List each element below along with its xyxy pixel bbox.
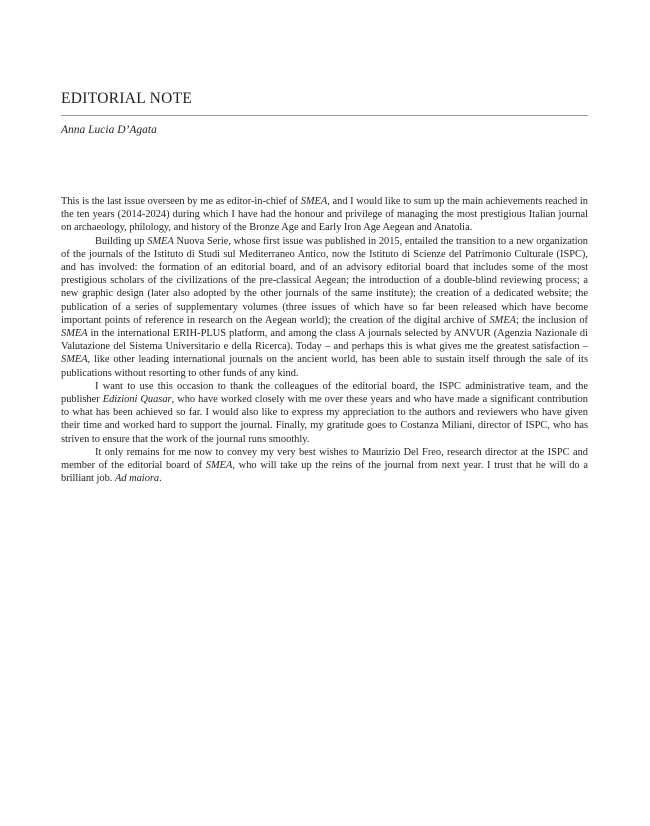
paragraph-2-segment: Nuova Serie, whose first issue was published in 2015, entailed the transition to a new organization of the journals of the Istituto di Studi sul Mediterraneo Antico, now the Istituto di Scienze del Patrimonio Culturale (ISPC), and has involved: the formation of an editorial board, and of an advisory editorial board that includes some of the most prestigious scholars of the civilizations of the pre-classical Aegean; the introduction of a double-blind reviewing process; a new graphic design (later also adopted by the other journals of the same institute); the creation of a dedicated website; the publication of a series of supplementary volumes (three issues of which have so far been released which have become important points of reference in research on the Aegean world); the creation of the digital archive of: [61, 235, 588, 326]
journal-name: SMEA: [300, 196, 328, 207]
paragraph-3: [61, 380, 588, 446]
paragraph-2: [61, 235, 588, 380]
paragraph-3-segment: I want to use this occasion to thank the colleagues of the editorial board, the ISPC administrative team, and the publisher: [61, 380, 588, 406]
paragraph-1-segment: , and I would like to sum up the main achievements reached in the ten years (2014-2024) during which I have had the honour and privilege of managing the most prestigious Italian journal on archaeology, philology, and history of the Bronze Age and Early Iron Age Aegean and Anatolia.: [61, 196, 588, 234]
closing-phrase: Ad maiora: [114, 473, 160, 485]
paragraph-2-segment: , like other leading international journals on the ancient world, has been able to sustain itself through the sale of its publications without resorting to other funds of any kind.: [61, 354, 588, 379]
paragraph-1: [61, 195, 588, 235]
journal-name: SMEA: [489, 314, 517, 326]
journal-name: SMEA: [61, 354, 88, 366]
paragraph-1-segment: This is the last issue overseen by me as editor-in-chief of: [61, 196, 301, 207]
paragraph-4: [61, 446, 588, 486]
journal-name: SMEA: [61, 328, 88, 340]
title-rule: [61, 115, 588, 116]
paragraph-4-segment: .: [159, 473, 162, 485]
journal-name: SMEA: [205, 460, 233, 472]
paragraph-2-segment: ; the inclusion of: [516, 314, 588, 326]
article-title: EDITORIAL NOTE: [61, 90, 193, 107]
paragraph-2-segment: in the international ERIH-PLUS platform, and among the class A journals selected by ANVUR (Agenzia Nazionale di Valutazione del Sistema Universitario e della Ricerca). Today – and perhaps this is what gives me the greatest satisfaction –: [61, 328, 588, 353]
paragraph-3-segment: , who have worked closely with me over these years and who have made a significant contribution to what has been achieved so far. I would also like to express my appreciation to the authors and reviewers who have given their time and worked hard to support the journal. Finally, my gratitude goes to Costanza Miliani, director of ISPC, who has striven to ensure that the work of the journal runs smoothly.: [61, 394, 588, 445]
article-author: Anna Lucia D’Agata: [61, 124, 157, 136]
article-body: [61, 195, 588, 485]
journal-name: SMEA: [147, 235, 174, 247]
paragraph-4-segment: , who will take up the reins of the journal from next year. I trust that he will do a brilliant job.: [61, 460, 588, 485]
paragraph-2-segment: Building up: [95, 235, 148, 247]
paragraph-4-segment: It only remains for me now to convey my very best wishes to Maurizio Del Freo, research director at the ISPC and member of the editorial board of: [61, 446, 588, 472]
publisher-name: Edizioni Quasar: [102, 394, 172, 406]
